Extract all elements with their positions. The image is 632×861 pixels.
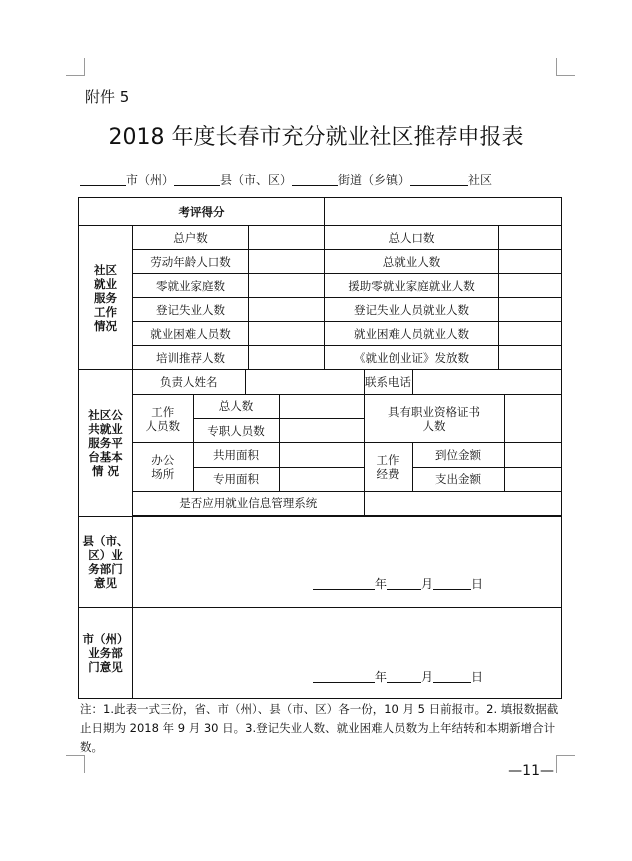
qualified-value[interactable] [504,394,562,443]
application-form-table [78,197,562,699]
work-row-right-value[interactable] [499,274,562,298]
street-blank[interactable] [292,173,338,186]
work-row-left-value[interactable] [249,274,325,298]
crop-mark [556,58,557,76]
work-row-left-label: 就业困难人员数 [133,322,249,346]
work-row-right-label: 总就业人数 [325,250,499,274]
work-row-left-label: 总户数 [133,226,249,250]
work-row-right-value[interactable] [499,226,562,250]
funds-spent-label: 支出金额 [412,467,504,491]
dedicated-area-value[interactable] [279,467,364,491]
responsible-value[interactable] [245,370,364,394]
crop-mark [556,75,575,76]
city-date: 年 月 日 [313,670,483,684]
form-notes: 注：1.此表一式三份，省、市（州）、县（市、区）各一份，10 月 5 日前报市。2. 填报数据截止日期为 2018 年 9 月 30 日。3.登记失业人数、就业困难人员数为上年结转和本期新增合计数。 [80,702,559,754]
work-row-left-label: 零就业家庭数 [133,274,249,298]
county-blank[interactable] [174,173,220,186]
work-row-left-label: 劳动年龄人口数 [133,250,249,274]
score-value[interactable] [325,198,562,226]
platform-section-header: 社区公 共就业 服务平 台基本 情 况 [79,370,133,517]
shared-area-value[interactable] [279,443,364,467]
crop-mark [66,75,85,76]
location-line [80,171,492,188]
total-staff-label: 总人数 [193,394,279,418]
work-row-right-label: 登记失业人员就业人数 [325,298,499,322]
phone-value[interactable] [412,370,562,394]
city-blank[interactable] [80,173,126,186]
street-label: 街道（乡镇） [338,173,411,187]
city-opinion-area[interactable] [133,608,562,699]
full-time-label: 专职人员数 [193,419,279,443]
work-row-right-value[interactable] [499,346,562,370]
work-row-left-value[interactable] [249,226,325,250]
full-time-value[interactable] [279,419,364,443]
form-title: 2018 年度长春市充分就业社区推荐申报表 [108,125,524,150]
info-system-label: 是否应用就业信息管理系统 [133,491,364,515]
crop-mark [556,755,557,773]
funds-label: 工作 经费 [364,443,412,492]
dedicated-area-label: 专用面积 [193,467,279,491]
score-label: 考评得分 [79,198,325,226]
work-row-right-value[interactable] [499,322,562,346]
work-row-right-label: 援助零就业家庭就业人数 [325,274,499,298]
platform-subtable [133,370,562,516]
attachment-label: 附件 5 [85,88,130,106]
info-system-value[interactable] [364,491,562,515]
staff-label: 工作 人员数 [133,394,193,443]
county-opinion-area[interactable] [133,517,562,608]
work-row-left-value[interactable] [249,250,325,274]
work-row-right-label: 《就业创业证》发放数 [325,346,499,370]
work-row-right-label: 总人口数 [325,226,499,250]
county-label: 县（市、区） [220,173,293,187]
county-opinion-label: 县（市、 区）业 务部门 意见 [79,517,133,608]
phone-label: 联系电话 [364,370,412,394]
work-row-left-label: 登记失业人数 [133,298,249,322]
city-label: 市（州） [126,173,175,187]
office-label: 办公 场所 [133,443,193,492]
funds-received-value[interactable] [504,443,562,467]
qualified-label: 具有职业资格证书 人数 [364,394,504,443]
county-date: 年 月 日 [313,577,483,591]
crop-mark [84,755,85,773]
total-staff-value[interactable] [279,394,364,418]
city-opinion-label: 市（州） 业务部 门意见 [79,608,133,699]
work-row-left-label: 培训推荐人数 [133,346,249,370]
crop-mark [84,58,85,76]
work-row-right-value[interactable] [499,250,562,274]
funds-spent-value[interactable] [504,467,562,491]
work-section-header: 社区 就业 服务 工作 情况 [79,226,133,370]
work-row-right-value[interactable] [499,298,562,322]
work-row-left-value[interactable] [249,346,325,370]
community-label: 社区 [468,173,493,187]
work-row-right-label: 就业困难人员就业人数 [325,322,499,346]
work-row-left-value[interactable] [249,322,325,346]
work-row-left-value[interactable] [249,298,325,322]
community-blank[interactable] [410,173,468,186]
funds-received-label: 到位金额 [412,443,504,467]
responsible-label: 负责人姓名 [133,370,245,394]
page-number: —11— [508,763,554,779]
shared-area-label: 共用面积 [193,443,279,467]
